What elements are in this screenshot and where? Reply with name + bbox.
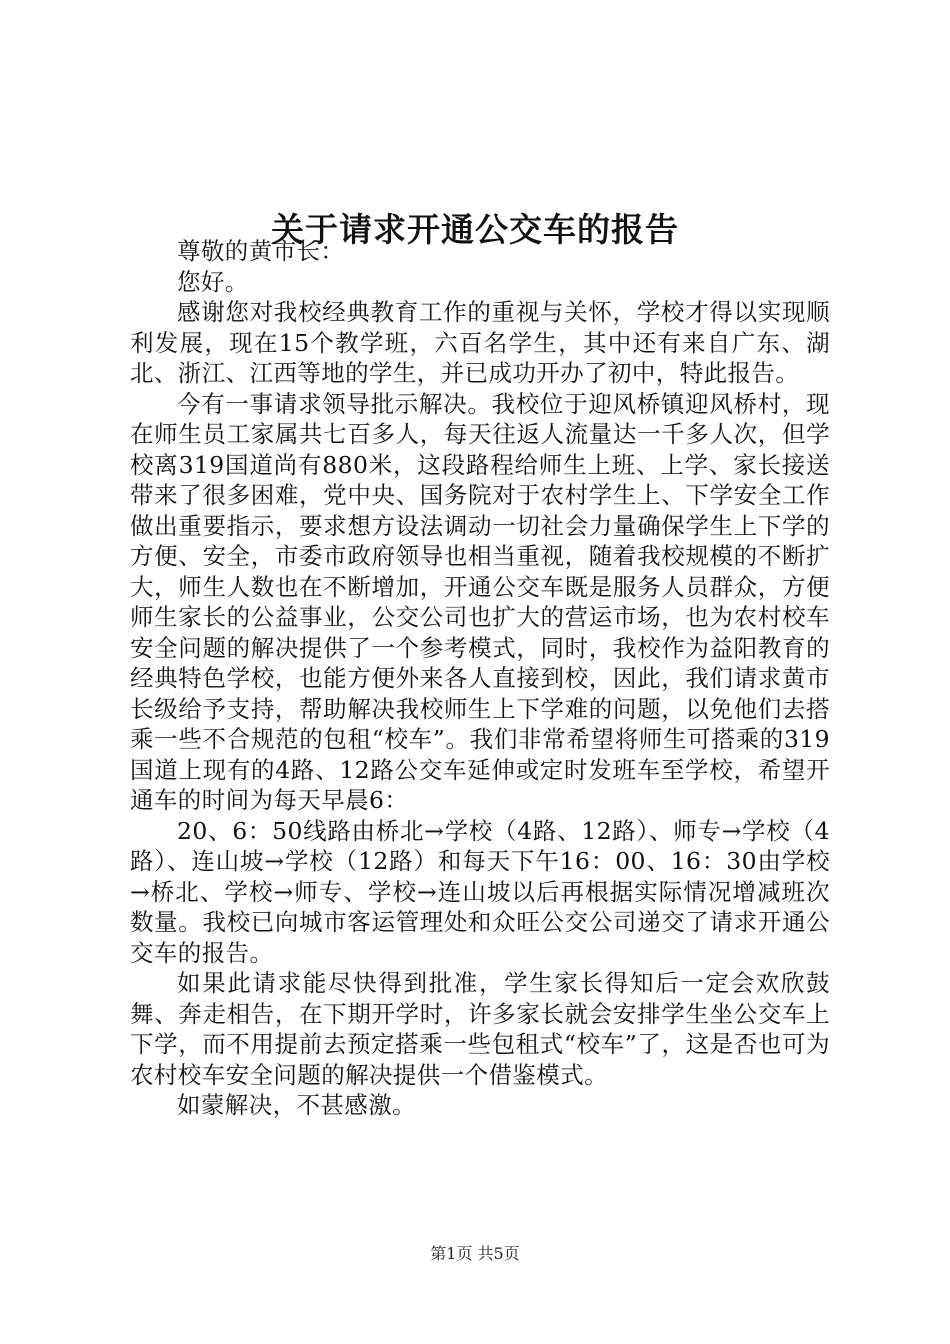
paragraph-request: 今有一事请求领导批示解决。我校位于迎风桥镇迎风桥村，现在师生员工家属共七百多人，每天往返人流量达一千多人次，但学校离319国道尚有880米，这段路程给师生上班、上学、家长接送带来了很多困难，党中央、国务院对于农村学生上、下学安全工作做出重要指示，要求想方设法调动一切社会力量确保学生上下学的方便、安全，市委市政府领导也相当重视，随着我校规模的不断扩大，师生人数也在不断增加，开通公交车既是服务人员群众，方便师生家长的公益事业，公交公司也扩大的营运市场，也为农村校车安全问题的解决提供了一个参考模式，同时，我校作为益阳教育的经典特色学校，也能方便外来各人直接到校，因此，我们请求黄市长级给予支持，帮助解决我校师生上下学难的问题，以免他们去搭乘一些不合规范的包租“校车”。我们非常希望将师生可搭乘的319国道上现有的4路、12路公交车延伸或定时发班车至学校，希望开通车的时间为每天早晨6： <box>130 389 830 814</box>
page-footer: 第1页 共5页 <box>430 1244 520 1263</box>
paragraph-schedule: 20、6：50线路由桥北→学校（4路、12路）、师专→学校（4路）、连山坡→学校（12路）和每天下午16：00、16：30由学校→桥北、学校→师专、学校→连山坡以后再根据实际情况增减班次数量。我校已向城市客运管理处和众旺公交公司递交了请求开通公交车的报告。 <box>130 816 830 967</box>
document-body <box>130 236 830 1121</box>
closing: 如蒙解决，不甚感激。 <box>177 1091 416 1119</box>
document-title: 关于请求开通公交车的报告 <box>271 210 679 250</box>
paragraph-outcome: 如果此请求能尽快得到批准，学生家长得知后一定会欢欣鼓舞、奔走相告，在下期开学时，许多家长就会安排学生坐公交车上下学，而不用提前去预定搭乘一些包租式“校车”了，这是否也可为农村校车安全问题的解决提供一个借鉴模式。 <box>130 969 830 1089</box>
greeting: 您好。 <box>177 267 249 296</box>
salutation: 尊敬的黄市长： <box>177 237 345 265</box>
paragraph-thanks: 感谢您对我校经典教育工作的重视与关怀，学校才得以实现顺利发展，现在15个教学班，六百名学生，其中还有来自广东、湖北、浙江、江西等地的学生，并已成功开办了初中，特此报告。 <box>130 298 830 387</box>
